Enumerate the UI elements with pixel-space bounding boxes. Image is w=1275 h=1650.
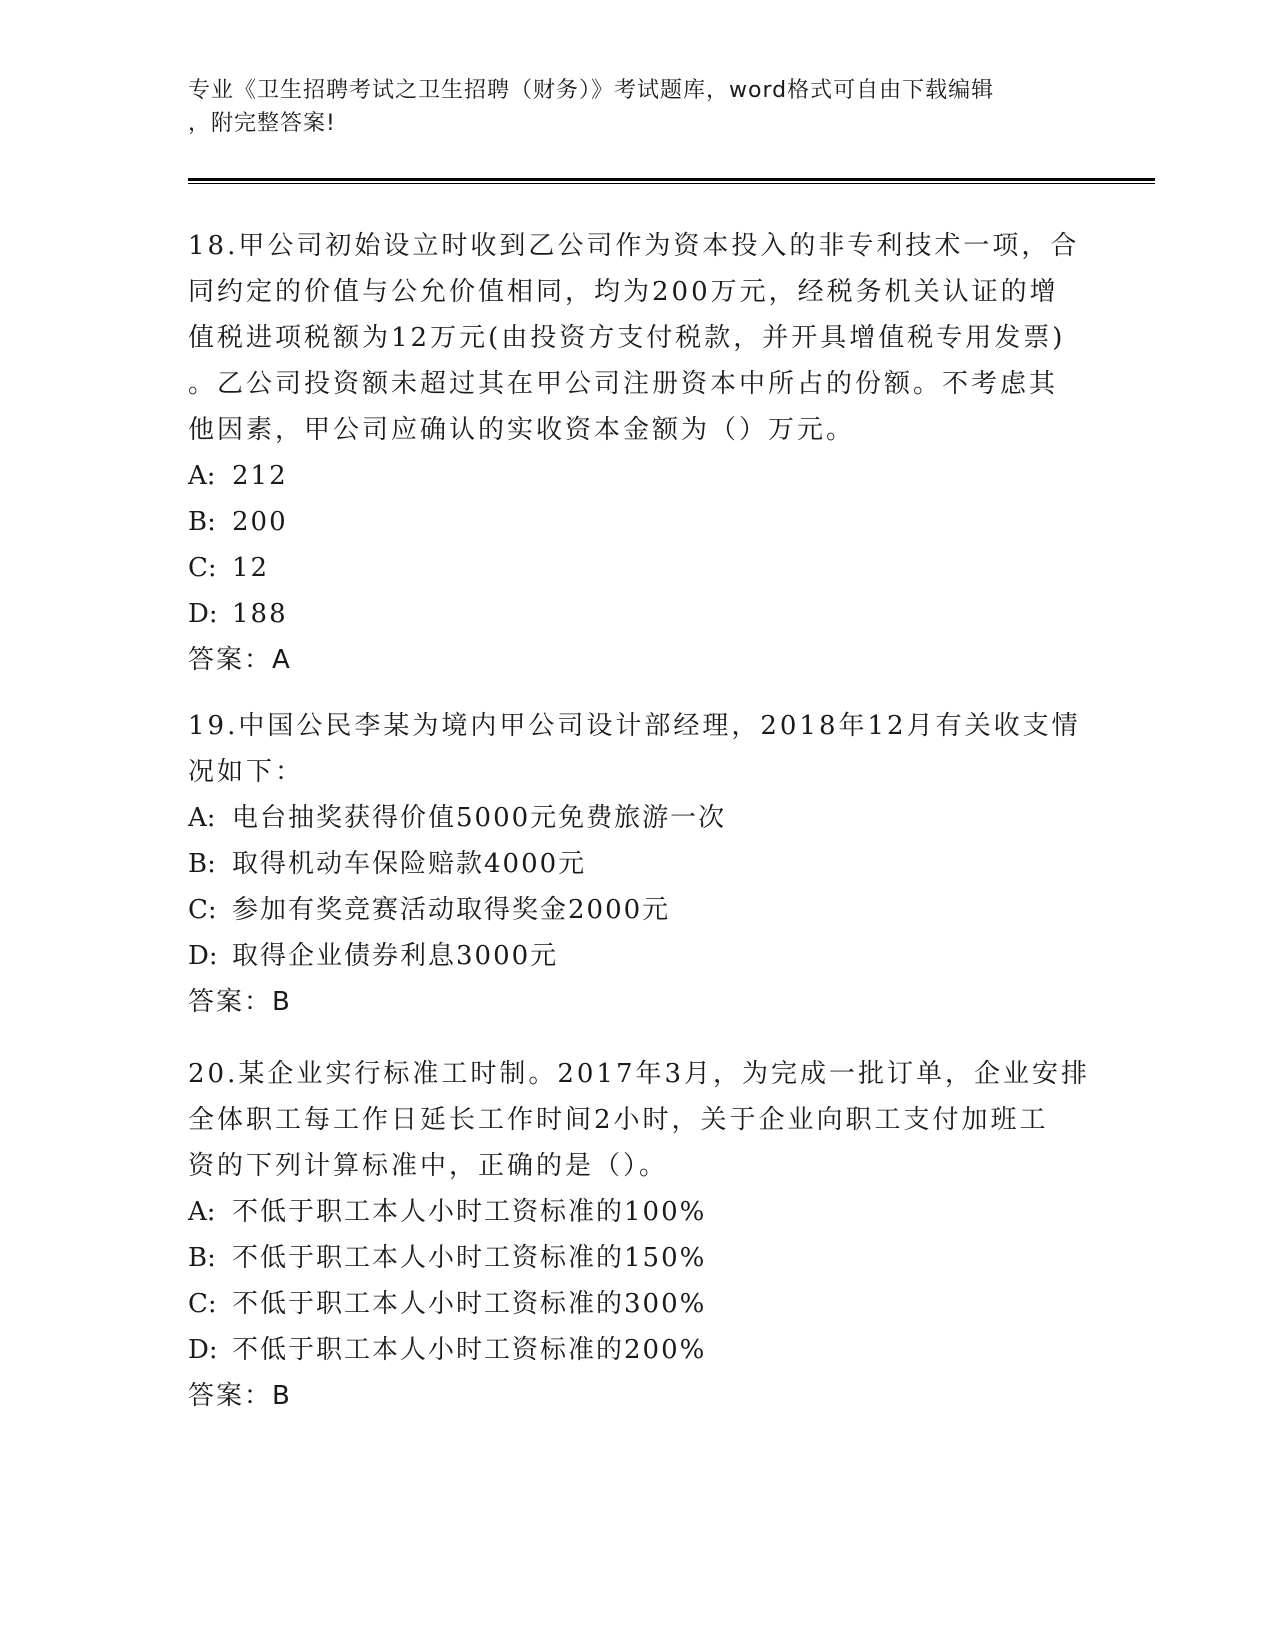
option-key: B: (188, 507, 216, 537)
option-text: 不低于职工本人小时工资标准的200% (232, 1335, 707, 1365)
header-divider-thick (188, 178, 1155, 181)
option-c (188, 1281, 1088, 1327)
option-key: A: (188, 1197, 216, 1227)
question-stem (188, 223, 1088, 453)
option-text: 不低于职工本人小时工资标准的150% (232, 1243, 707, 1273)
option-text: 212 (232, 461, 288, 491)
stem-line: 他因素，甲公司应确认的实收资本金额为（）万元。 (188, 415, 856, 445)
option-a (188, 1189, 1088, 1235)
option-a (188, 795, 1088, 841)
option-key: C: (188, 553, 217, 583)
stem-line: 同约定的价值与公允价值相同，均为200万元，经税务机关认证的增 (188, 277, 1059, 307)
question-stem (188, 1051, 1091, 1189)
option-text: 电台抽奖获得价值5000元免费旅游一次 (232, 803, 727, 833)
question-stem (188, 703, 1088, 795)
header-divider-thin (188, 183, 1155, 184)
option-b (188, 1235, 1088, 1281)
answer-line: 答案：B (188, 1381, 292, 1411)
stem-line: 20.某企业实行标准工时制。2017年3月，为完成一批订单，企业安排 (188, 1059, 1091, 1089)
answer-line: 答案：B (188, 987, 292, 1017)
stem-line: 资的下列计算标准中，正确的是（）。 (188, 1151, 669, 1181)
option-key: D: (188, 1335, 218, 1365)
question-18 (188, 223, 1088, 683)
header-text-line-1: 专业《卫生招聘考试之卫生招聘（财务）》考试题库，word格式可自由下载编辑 (188, 78, 995, 103)
option-key: D: (188, 941, 218, 971)
option-key: A: (188, 461, 216, 491)
option-d (188, 933, 1088, 979)
option-key: C: (188, 895, 217, 925)
option-text: 12 (232, 553, 270, 583)
option-key: B: (188, 1243, 216, 1273)
option-c (188, 545, 1088, 591)
stem-line: 19.中国公民李某为境内甲公司设计部经理，2018年12月有关收支情 (188, 711, 1081, 741)
option-text: 200 (232, 507, 288, 537)
option-text: 取得机动车保险赔款4000元 (232, 849, 587, 879)
option-text: 参加有奖竞赛活动取得奖金2000元 (232, 895, 671, 925)
stem-line: 。乙公司投资额未超过其在甲公司注册资本中所占的份额。不考虑其 (188, 369, 1059, 399)
option-key: A: (188, 803, 216, 833)
header-text-line-2: ，附完整答案! (188, 111, 336, 136)
question-19 (188, 703, 1088, 1025)
stem-line: 况如下： (188, 757, 305, 787)
stem-line: 值税进项税额为12万元(由投资方支付税款，并开具增值税专用发票) (188, 323, 1066, 353)
option-text: 取得企业债券利息3000元 (232, 941, 559, 971)
stem-line: 18.甲公司初始设立时收到乙公司作为资本投入的非专利技术一项，合 (188, 231, 1080, 261)
option-key: B: (188, 849, 216, 879)
option-d (188, 591, 1088, 637)
option-text: 188 (232, 599, 288, 629)
option-key: D: (188, 599, 218, 629)
option-text: 不低于职工本人小时工资标准的100% (232, 1197, 707, 1227)
option-key: C: (188, 1289, 217, 1319)
option-d (188, 1327, 1088, 1373)
option-c (188, 887, 1088, 933)
page-header (188, 74, 1088, 140)
option-b (188, 499, 1088, 545)
option-text: 不低于职工本人小时工资标准的300% (232, 1289, 707, 1319)
question-20 (188, 1051, 1091, 1419)
stem-line: 全体职工每工作日延长工作时间2小时，关于企业向职工支付加班工 (188, 1105, 1049, 1135)
option-a (188, 453, 1088, 499)
answer-line: 答案：A (188, 645, 292, 675)
option-b (188, 841, 1088, 887)
